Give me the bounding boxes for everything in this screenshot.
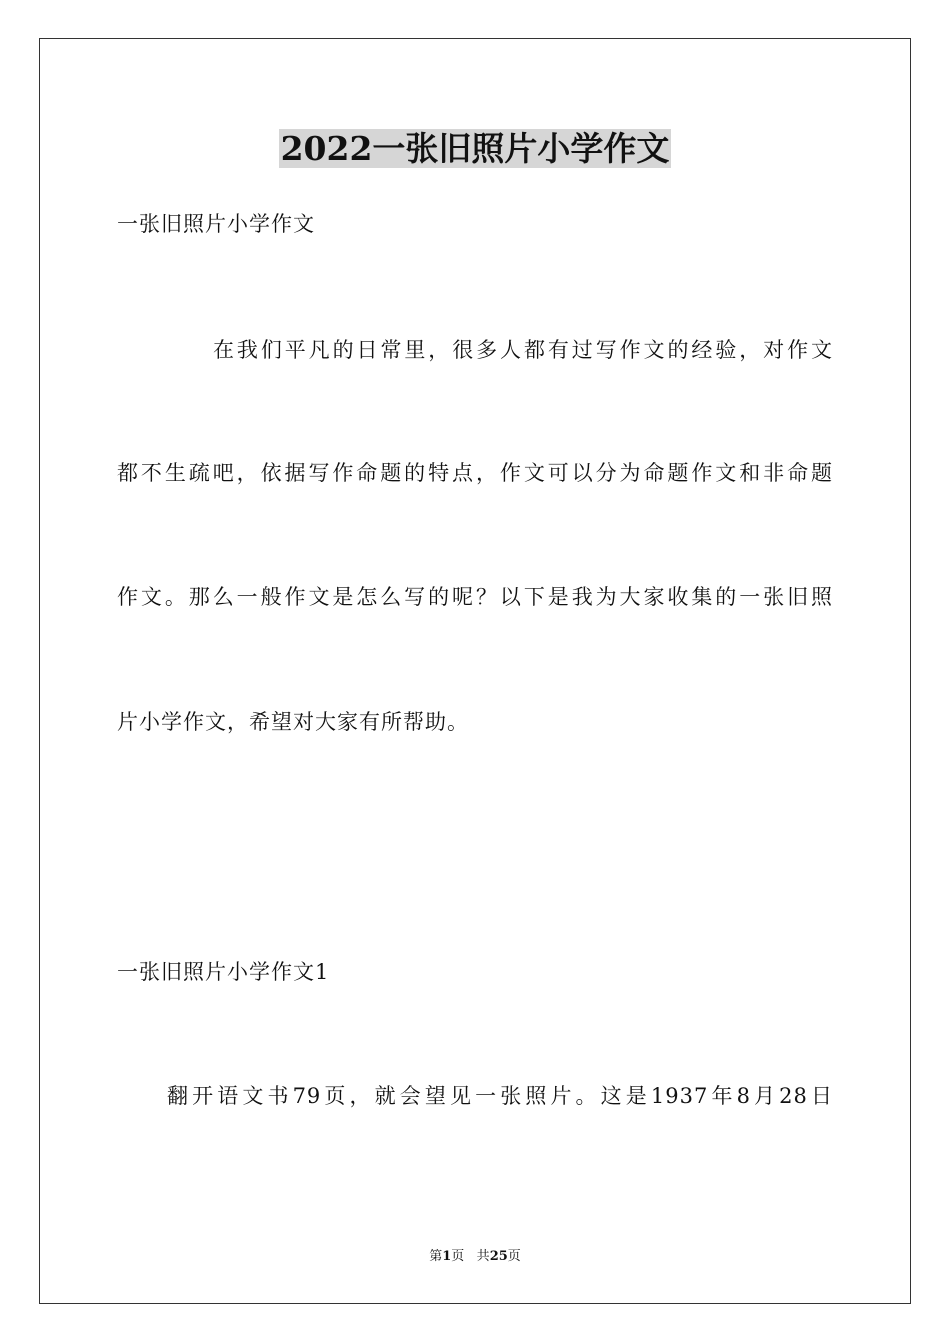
intro-line-1: 在我们平凡的日常里，很多人都有过写作文的经验，对作文	[213, 338, 833, 362]
intro-line-3: 作文。那么一般作文是怎么写的呢？以下是我为大家收集的一张旧照	[117, 585, 833, 609]
document-title	[0, 128, 950, 170]
page-footer	[0, 1248, 950, 1266]
section-paragraph-line-1: 翻开语文书79页，就会望见一张照片。这是1937年8月28日	[167, 1084, 833, 1108]
footer-page-prefix: 第	[429, 1249, 443, 1264]
document-title-text: 2022一张旧照片小学作文	[280, 129, 670, 168]
intro-line-4: 片小学作文，希望对大家有所帮助。	[117, 710, 469, 734]
footer-page-suffix: 页	[451, 1249, 465, 1264]
footer-page-number: 1	[442, 1249, 452, 1264]
intro-line-2: 都不生疏吧，依据写作命题的特点，作文可以分为命题作文和非命题	[117, 461, 833, 485]
document-subtitle: 一张旧照片小学作文	[117, 212, 315, 236]
footer-total-prefix: 共	[476, 1249, 490, 1264]
section-heading: 一张旧照片小学作文1	[117, 960, 330, 984]
footer-total-suffix: 页	[507, 1249, 521, 1264]
footer-total-pages: 25	[489, 1249, 508, 1264]
